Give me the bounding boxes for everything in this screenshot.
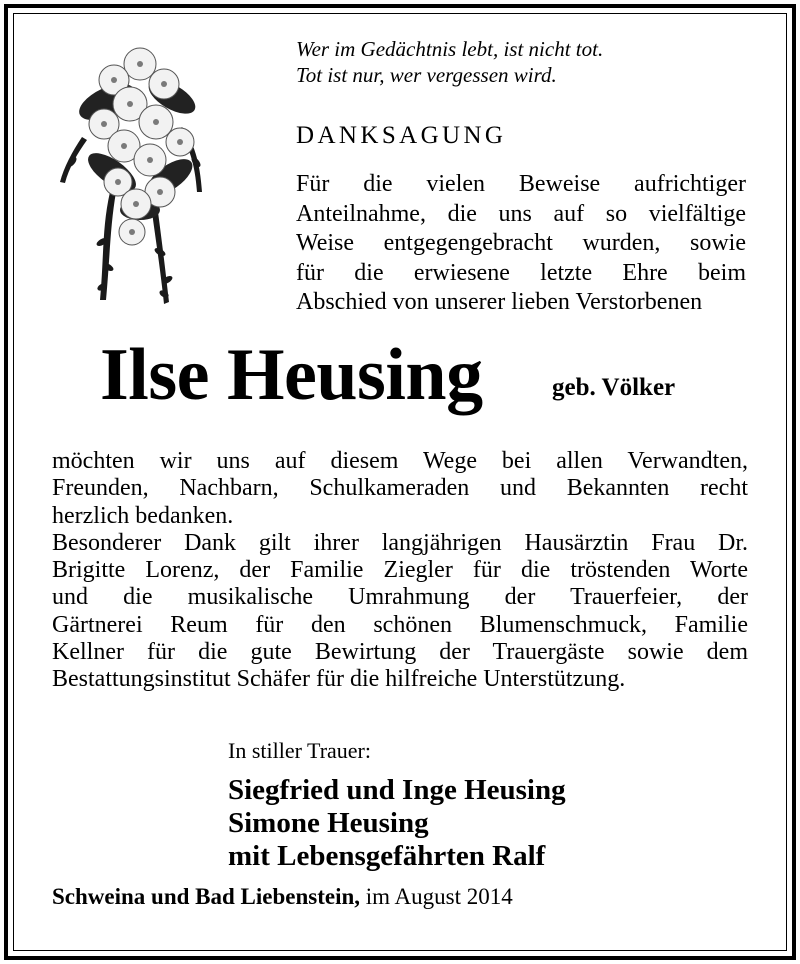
body-line: herzlich bedanken. xyxy=(52,502,234,529)
place-date-line xyxy=(52,884,513,910)
intro-line: Abschied von unserer lieben Verstorbenen xyxy=(296,289,703,315)
body-line: Brigitte Lorenz, der Familie Ziegler für die tröstenden Worte xyxy=(52,557,748,584)
body-line: Bestattungsinstitut Schäfer für die hilfreiche Unterstützung. xyxy=(52,666,626,693)
motto-line: Wer im Gedächtnis lebt, ist nicht tot. xyxy=(296,37,604,61)
intro-line: Für die vielen Beweise aufrichtiger xyxy=(296,171,746,197)
mourner-name: Simone Heusing xyxy=(228,807,429,839)
body-line: und die musikalische Umrahmung der Trauerfeier, der xyxy=(52,584,748,611)
mourner-name: Siegfried und Inge Heusing xyxy=(228,774,566,806)
mourners-list xyxy=(228,774,566,873)
intro-paragraph xyxy=(296,170,746,318)
thanks-paragraph xyxy=(52,448,748,694)
orchid-bouquet-image xyxy=(52,42,222,310)
body-line: möchten wir uns auf diesem Wege bei allen Verwandten, xyxy=(52,448,748,474)
closing-phrase: In stiller Trauer: xyxy=(228,738,371,763)
date: im August 2014 xyxy=(365,884,513,909)
place: Schweina und Bad Liebenstein, xyxy=(52,884,361,909)
body-line: Kellner für die gute Bewirtung der Trauergäste sowie dem xyxy=(52,639,748,666)
body-line: Freunden, Nachbarn, Schulkameraden und Bekannten recht xyxy=(52,475,748,502)
heading-danksagung: DANKSAGUNG xyxy=(296,122,507,149)
mourner-name: mit Lebensgefährten Ralf xyxy=(228,840,546,872)
intro-line: für die erwiesene letzte Ehre beim xyxy=(296,259,746,286)
birth-name: geb. Völker xyxy=(552,374,676,401)
body-line: Gärtnerei Reum für den schönen Blumenschmuck, Familie xyxy=(52,611,748,638)
intro-line: Weise entgegengebracht wurden, sowie xyxy=(296,230,746,256)
motto-line: Tot ist nur, wer vergessen wird. xyxy=(296,63,557,87)
body-line: Besonderer Dank gilt ihrer langjährigen Hausärztin Frau Dr. xyxy=(52,529,748,556)
motto-quote xyxy=(296,36,756,88)
deceased-name-row xyxy=(100,330,483,420)
deceased-name: Ilse Heusing xyxy=(100,334,483,416)
intro-line: Anteilnahme, die uns auf so vielfältige xyxy=(296,200,746,227)
